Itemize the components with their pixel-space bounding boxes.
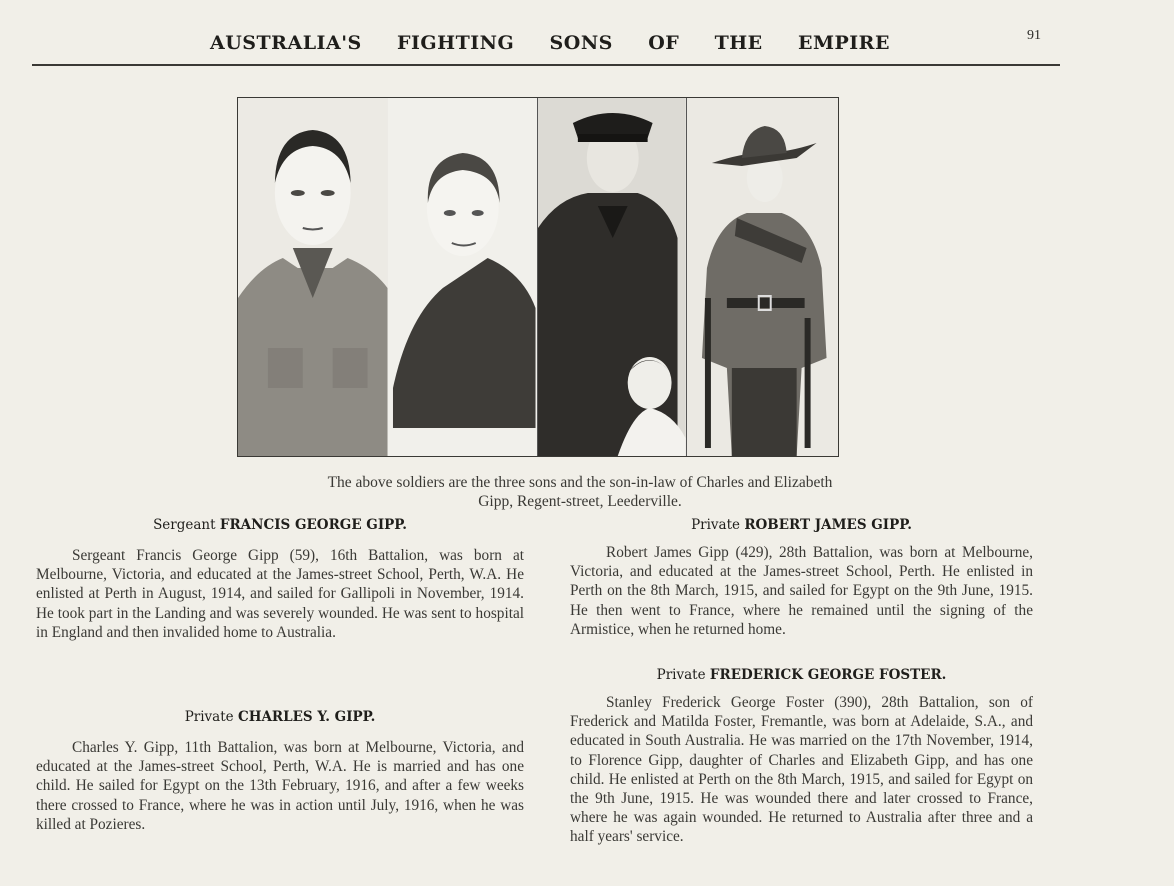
entry-body: Sergeant Francis George Gipp (59), 16th Battalion, was born at Melbourne, Victoria, and educated at the James-street School, Perth, W.A. He enlisted at Perth in August, 1914, and sailed for Gallipoli in November, 1914. He took part in the Landing and was severely wounded. He was sent to hospital in England and then invalided home to Australia. bbox=[36, 547, 524, 641]
entry-charles-y-gipp bbox=[36, 709, 524, 834]
entry-heading bbox=[36, 709, 524, 725]
title-word: FIGHTING bbox=[397, 32, 515, 54]
caption-line: The above soldiers are the three sons and the son-in-law of Charles and Elizabeth bbox=[327, 474, 833, 491]
entry-heading bbox=[570, 667, 1033, 683]
caption-line: Gipp, Regent-street, Leederville. bbox=[478, 493, 682, 510]
photo-panel bbox=[237, 97, 839, 457]
title-word: AUSTRALIA'S bbox=[210, 32, 362, 54]
photo-caption bbox=[200, 473, 960, 511]
entry-rank: Private bbox=[184, 709, 234, 725]
soldier-portrait-icon bbox=[388, 98, 538, 456]
entry-name: FRANCIS GEORGE GIPP. bbox=[219, 517, 407, 533]
title-word: SONS bbox=[549, 32, 613, 54]
entry-name: FREDERICK GEORGE FOSTER. bbox=[709, 667, 947, 683]
entry-rank: Private bbox=[656, 667, 706, 683]
entry-heading bbox=[570, 517, 1033, 533]
entry-name: CHARLES Y. GIPP. bbox=[237, 709, 376, 725]
entry-name: ROBERT JAMES GIPP. bbox=[744, 517, 912, 533]
entry-body: Charles Y. Gipp, 11th Battalion, was born at Melbourne, Victoria, and educated at the James-street School, Perth, W.A. He is married and has one child. He sailed for Egypt on the 13th February, 1916, and after a few weeks there crossed to France, where he was in action until July, 1916, when he was killed at Pozieres. bbox=[36, 739, 524, 833]
soldier-slouch-hat-icon bbox=[687, 98, 839, 456]
photo-francis-gipp bbox=[238, 98, 388, 456]
running-header bbox=[32, 30, 1060, 66]
title-word: THE bbox=[714, 32, 763, 54]
page-number: 91 bbox=[1027, 28, 1041, 43]
title-word: EMPIRE bbox=[797, 32, 890, 54]
entry-body: Robert James Gipp (429), 28th Battalion, was born at Melbourne, Victoria, and educated at the James-street School, Perth. He enlisted in Perth on the 8th March, 1915, and sailed for Egypt on the 9th June, 1915. He then went to France, where he remained until the signing of the Armistice, when he returned home. bbox=[570, 544, 1033, 638]
entry-rank: Private bbox=[691, 517, 741, 533]
soldier-portrait-icon bbox=[238, 98, 388, 456]
entry-body: Stanley Frederick George Foster (390), 28th Battalion, son of Frederick and Matilda Foster, Fremantle, was born at Adelaide, S.A., and educated in South Australia. He was married on the 17th November, 1914, to Florence Gipp, daughter of Charles and Elizabeth Gipp, and has one child. He enlisted at Perth on the 8th March, 1915, and sailed for Egypt on the 9th June, 1915. He was wounded there and later crossed to France, where he was again wounded. He returned to Australia after three and a half years' service. bbox=[570, 694, 1033, 846]
soldier-with-child-icon bbox=[538, 98, 686, 456]
book-title bbox=[210, 32, 890, 54]
entry-rank: Sergeant bbox=[153, 517, 216, 533]
header-divider bbox=[32, 64, 1060, 66]
photo-robert-gipp bbox=[537, 98, 686, 456]
entry-francis-george-gipp bbox=[36, 517, 524, 642]
entry-heading bbox=[36, 517, 524, 533]
title-word: OF bbox=[648, 32, 680, 54]
photo-frederick-foster bbox=[686, 98, 839, 456]
entry-robert-james-gipp bbox=[570, 517, 1033, 639]
entry-frederick-george-foster bbox=[570, 667, 1033, 847]
photo-charles-gipp bbox=[388, 98, 538, 456]
